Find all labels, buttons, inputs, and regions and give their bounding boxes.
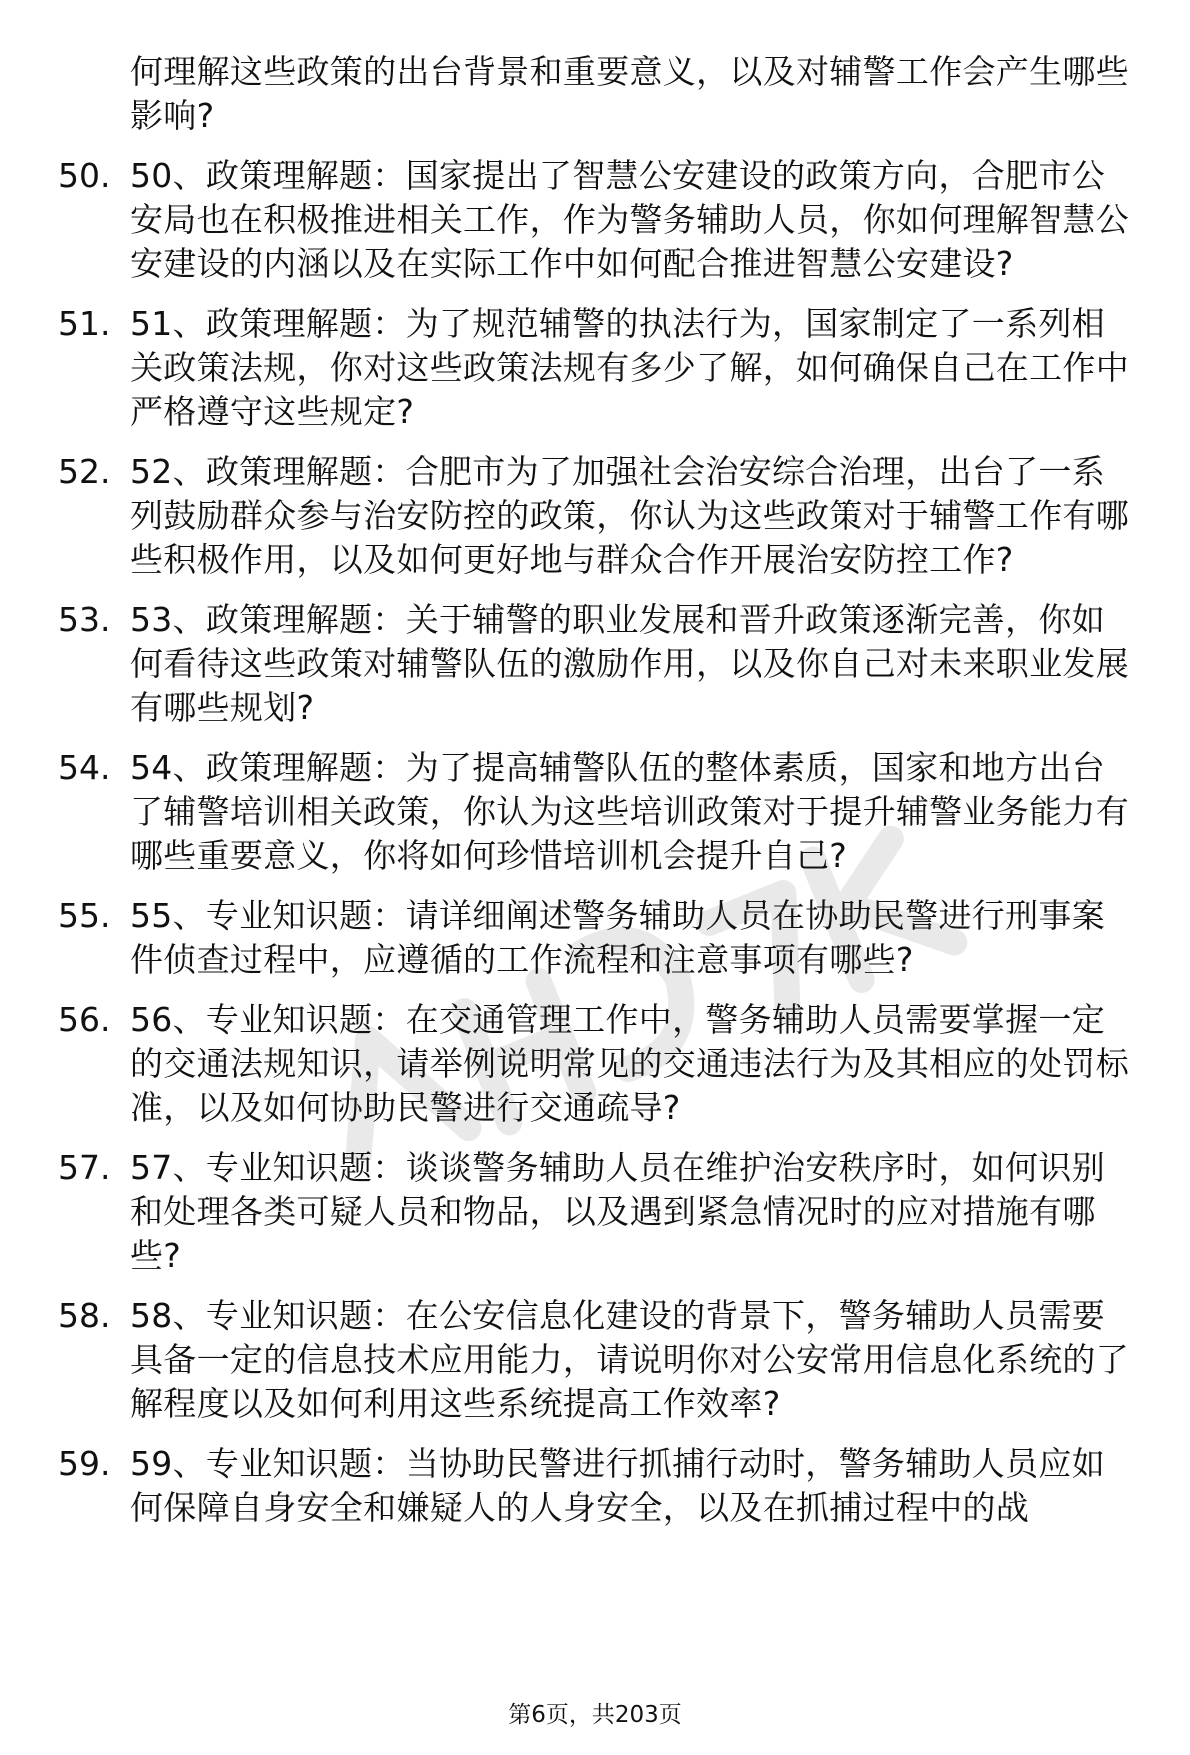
continued-question-text: 何理解这些政策的出台背景和重要意义，以及对辅警工作会产生哪些影响? — [130, 52, 1129, 135]
question-text: 53、政策理解题：关于辅警的职业发展和晋升政策逐渐完善，你如何看待这些政策对辅警队伍的激励作用，以及你自己对未来职业发展有哪些规划? — [130, 600, 1129, 727]
question-text: 56、专业知识题：在交通管理工作中，警务辅助人员需要掌握一定的交通法规知识，请举例说明常见的交通违法行为及其相应的处罚标准，以及如何协助民警进行交通疏导? — [130, 1000, 1129, 1127]
question-text: 54、政策理解题：为了提高辅警队伍的整体素质，国家和地方出台了辅警培训相关政策，你认为这些培训政策对于提升辅警业务能力有哪些重要意义，你将如何珍惜培训机会提升自己? — [130, 748, 1129, 875]
question-number: 55. — [58, 896, 111, 935]
question-text: 55、专业知识题：请详细阐述警务辅助人员在协助民警进行刑事案件侦查过程中，应遵循的工作流程和注意事项有哪些? — [130, 896, 1105, 979]
question-number: 50. — [58, 156, 111, 195]
question-text: 51、政策理解题：为了规范辅警的执法行为，国家制定了一系列相关政策法规，你对这些政策法规有多少了解，如何确保自己在工作中严格遵守这些规定? — [130, 304, 1129, 431]
question-text: 50、政策理解题：国家提出了智慧公安建设的政策方向，合肥市公安局也在积极推进相关工作，作为警务辅助人员，你如何理解智慧公安建设的内涵以及在实际工作中如何配合推进智慧公安建设? — [130, 156, 1129, 283]
question-item-59 — [58, 1442, 1148, 1530]
question-item-57 — [58, 1146, 1148, 1278]
question-number: 59. — [58, 1444, 111, 1483]
question-number: 56. — [58, 1000, 111, 1039]
question-number: 51. — [58, 304, 111, 343]
question-item-52 — [58, 450, 1148, 582]
question-item-58 — [58, 1294, 1148, 1426]
question-number: 54. — [58, 748, 111, 787]
question-item-51 — [58, 302, 1148, 434]
question-item-55 — [58, 894, 1148, 982]
question-number: 53. — [58, 600, 111, 639]
question-item-54 — [58, 746, 1148, 878]
question-item-56 — [58, 998, 1148, 1130]
page-footer: 第6页，共203页 — [508, 1702, 682, 1728]
question-text: 52、政策理解题：合肥市为了加强社会治安综合治理，出台了一系列鼓励群众参与治安防控的政策，你认为这些政策对于辅警工作有哪些积极作用，以及如何更好地与群众合作开展治安防控工作? — [130, 452, 1129, 579]
question-number: 52. — [58, 452, 111, 491]
question-item-50 — [58, 154, 1148, 286]
question-number: 58. — [58, 1296, 111, 1335]
question-number: 57. — [58, 1148, 111, 1187]
question-text: 59、专业知识题：当协助民警进行抓捕行动时，警务辅助人员应如何保障自身安全和嫌疑人的人身安全，以及在抓捕过程中的战 — [130, 1444, 1105, 1527]
question-text: 57、专业知识题：谈谈警务辅助人员在维护治安秩序时，如何识别和处理各类可疑人员和物品，以及遇到紧急情况时的应对措施有哪些? — [130, 1148, 1105, 1275]
question-list — [58, 50, 1148, 1530]
question-text: 58、专业知识题：在公安信息化建设的背景下，警务辅助人员需要具备一定的信息技术应用能力，请说明你对公安常用信息化系统的了解程度以及如何利用这些系统提高工作效率? — [130, 1296, 1129, 1423]
question-item-53 — [58, 598, 1148, 730]
